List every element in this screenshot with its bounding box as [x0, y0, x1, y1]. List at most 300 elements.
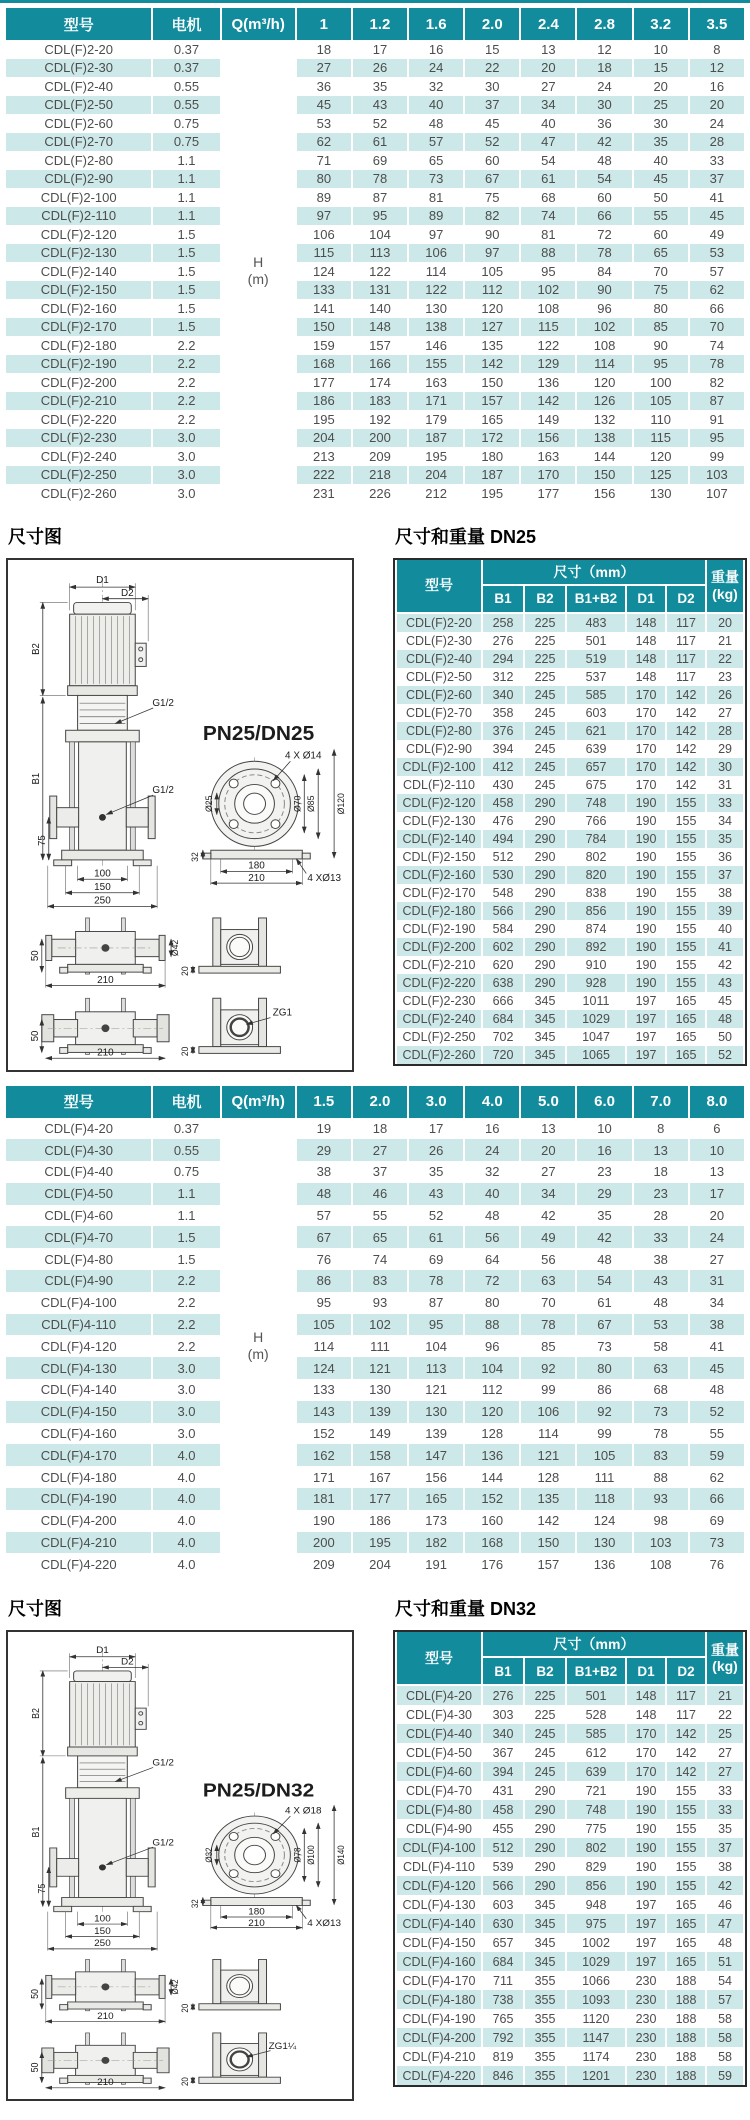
col-header-model: 型号: [6, 8, 151, 40]
value-cell: 170: [635, 777, 657, 792]
col-header-flow: 1: [297, 8, 351, 40]
model-cell: CDL(F)4-190: [6, 1488, 151, 1510]
model-cell: CDL(F)2-260: [397, 1046, 481, 1064]
value-cell: 54: [577, 170, 631, 189]
value-cell: 33: [709, 152, 725, 168]
value-cell: 32: [428, 78, 444, 94]
model-cell: CDL(F)2-220: [397, 974, 481, 992]
value-cell: 41: [709, 189, 725, 205]
value-cell: 245: [534, 1745, 556, 1760]
label-100: 100: [94, 1913, 111, 1924]
label-bolt-bottom: 4 XØ13: [307, 872, 342, 884]
value-cell: 60: [653, 226, 668, 242]
value-cell: 173: [425, 1513, 447, 1529]
value-cell: 738: [483, 1990, 523, 2009]
value-cell: 31: [690, 1270, 744, 1292]
value-cell: 48: [707, 1010, 743, 1028]
col-header-flow: 7.0: [634, 1086, 688, 1118]
model-cell: CDL(F)2-240: [397, 1010, 481, 1028]
value-cell: 117: [667, 1686, 705, 1705]
value-cell: 170: [521, 466, 575, 485]
table-row: [397, 920, 743, 938]
value-cell: 144: [593, 448, 616, 464]
value-cell: 155: [667, 794, 705, 812]
value-cell: 59: [690, 1444, 744, 1466]
value-cell: 65: [353, 1226, 407, 1248]
value-cell: 539: [492, 1859, 514, 1874]
value-cell: 165: [409, 1488, 463, 1510]
value-cell: 58: [707, 2028, 743, 2047]
value-cell: 67: [577, 1314, 631, 1336]
dimension-table-dn25: [395, 560, 745, 1064]
value-cell: 483: [567, 614, 625, 632]
table-row: [397, 1876, 743, 1895]
value-cell: 95: [690, 429, 744, 448]
table-row: [397, 866, 743, 884]
model-cell: CDL(F)2-200: [397, 938, 481, 956]
table-row: [397, 776, 743, 794]
table-row: [397, 722, 743, 740]
value-cell: 187: [465, 466, 519, 485]
value-cell: 431: [492, 1783, 514, 1798]
value-cell: 3.0: [153, 1357, 219, 1379]
model-cell: CDL(F)4-180: [397, 1990, 481, 2009]
label-b1: B1: [29, 1826, 41, 1838]
value-cell: 245: [525, 686, 565, 704]
value-cell: 165: [675, 1029, 697, 1044]
pump-dimension-diagram-dn32: [6, 1630, 354, 2101]
label-210a: 210: [248, 1917, 265, 1928]
value-cell: 48: [297, 1183, 351, 1205]
value-cell: 70: [653, 263, 668, 279]
col-header-flow-unit: Q(m³/h): [222, 8, 295, 40]
table-row: [6, 373, 744, 392]
dimension-table-body: [397, 1686, 743, 2085]
value-cell: 179: [425, 411, 447, 427]
table-row: [6, 318, 744, 337]
table-row: [6, 1423, 744, 1445]
value-cell: 4.0: [153, 1444, 219, 1466]
label-250: 250: [94, 895, 111, 906]
value-cell: 136: [593, 1556, 616, 1572]
front-view-round-port: [199, 917, 281, 972]
value-cell: 73: [690, 1532, 744, 1554]
model-cell: CDL(F)4-90: [406, 1821, 472, 1836]
col-header-flow: 2.8: [577, 8, 631, 40]
value-cell: 1.1: [153, 207, 219, 226]
value-cell: 104: [425, 1338, 447, 1354]
value-cell: 501: [567, 1686, 625, 1705]
value-cell: 37: [465, 96, 519, 115]
value-cell: 142: [465, 355, 519, 374]
value-cell: 501: [585, 633, 607, 648]
value-cell: 26: [353, 59, 407, 78]
value-cell: 177: [353, 1488, 407, 1510]
value-cell: 51: [707, 1952, 743, 1971]
value-cell: 61: [597, 1295, 612, 1311]
value-cell: 666: [492, 993, 514, 1008]
value-cell: 58: [718, 2011, 732, 2026]
performance-table-header: [6, 1086, 744, 1118]
col-header-flow: 3.2: [634, 8, 688, 40]
value-cell: 30: [485, 78, 500, 94]
model-cell: CDL(F)2-20: [44, 41, 113, 57]
table-row: [6, 262, 744, 281]
value-cell: 0.55: [173, 78, 200, 94]
col-header-model: 型号: [397, 1632, 481, 1686]
col-header-flow: 1.5: [297, 1086, 351, 1118]
value-cell: 585: [567, 1724, 625, 1743]
label-b1: B1: [30, 772, 42, 785]
value-cell: 195: [312, 411, 335, 427]
value-cell: 114: [313, 1338, 335, 1354]
value-cell: 155: [667, 938, 705, 956]
value-cell: 170: [627, 722, 665, 740]
label-180: 180: [248, 1906, 265, 1917]
value-cell: 245: [534, 777, 556, 792]
label-210c: 210: [97, 1046, 114, 1058]
value-cell: 90: [485, 226, 500, 242]
value-cell: 46: [718, 1897, 732, 1912]
model-cell: CDL(F)2-170: [402, 885, 476, 900]
label-150: 150: [94, 881, 111, 893]
value-cell: 35: [707, 830, 743, 848]
col-header-flow: 5.0: [521, 1086, 575, 1118]
value-cell: 15: [634, 59, 688, 78]
value-cell: 190: [635, 1783, 657, 1798]
table-row: [397, 758, 743, 776]
value-cell: 155: [675, 885, 697, 900]
value-cell: 95: [541, 263, 556, 279]
weight-label-line1: 重量: [711, 569, 740, 586]
value-cell: 122: [409, 281, 463, 300]
value-cell: 76: [316, 1251, 332, 1267]
value-cell: 494: [483, 830, 523, 848]
value-cell: 345: [525, 1010, 565, 1028]
value-cell: 42: [707, 1876, 743, 1895]
value-cell: 18: [577, 59, 631, 78]
value-cell: 820: [567, 866, 625, 884]
value-cell: 31: [718, 777, 732, 792]
value-cell: 121: [425, 1382, 447, 1398]
value-cell: 128: [481, 1426, 504, 1442]
value-cell: 32: [485, 1164, 500, 1180]
value-cell: 182: [409, 1532, 463, 1554]
value-cell: 213: [312, 448, 335, 464]
table-row: [6, 1205, 744, 1227]
value-cell: 98: [653, 1513, 668, 1529]
value-cell: 172: [465, 429, 519, 448]
value-cell: 33: [634, 1226, 688, 1248]
value-cell: 46: [353, 1183, 407, 1205]
table-row: [397, 1895, 743, 1914]
value-cell: 8: [657, 1120, 665, 1136]
value-cell: 192: [369, 411, 391, 427]
value-cell: 82: [465, 207, 519, 226]
label-d1: D1: [96, 1645, 109, 1656]
model-cell: CDL(F)2-60: [397, 686, 481, 704]
value-cell: 230: [635, 2049, 657, 2064]
value-cell: 2.2: [177, 374, 196, 390]
value-cell: 158: [353, 1444, 407, 1466]
value-cell: 430: [492, 777, 514, 792]
value-cell: 100: [649, 374, 672, 390]
value-cell: 197: [627, 1046, 665, 1064]
value-cell: 57: [409, 133, 463, 152]
value-cell: 0.75: [173, 1164, 200, 1180]
value-cell: 93: [372, 1295, 388, 1311]
table-row: [6, 225, 744, 244]
value-cell: 13: [541, 1120, 556, 1136]
value-cell: 1.5: [177, 1251, 196, 1267]
value-cell: 230: [635, 2011, 657, 2026]
value-cell: 528: [585, 1707, 607, 1722]
model-cell: CDL(F)2-40: [44, 78, 113, 94]
value-cell: 103: [690, 466, 744, 485]
value-cell: 105: [297, 1314, 351, 1336]
value-cell: 612: [585, 1745, 607, 1760]
model-cell: CDL(F)2-180: [40, 337, 117, 353]
model-cell: CDL(F)4-140: [397, 1914, 481, 1933]
col-header-b1: B1: [483, 586, 523, 614]
value-cell: 0.37: [153, 59, 219, 78]
value-cell: 802: [585, 849, 607, 864]
value-cell: 42: [577, 133, 631, 152]
value-cell: 117: [676, 1707, 696, 1722]
model-cell: CDL(F)2-90: [406, 741, 472, 756]
col-header-flow: 2.0: [465, 8, 519, 40]
value-cell: 23: [718, 669, 732, 684]
value-cell: 155: [667, 830, 705, 848]
value-cell: 603: [585, 705, 607, 720]
table-row: [6, 429, 744, 448]
value-cell: 52: [707, 1046, 743, 1064]
value-cell: 225: [534, 669, 556, 684]
value-cell: 142: [667, 1724, 705, 1743]
value-cell: 174: [369, 374, 391, 390]
table-row: [397, 668, 743, 686]
value-cell: 290: [525, 830, 565, 848]
value-cell: 748: [567, 794, 625, 812]
label-20b: 20: [179, 1046, 190, 1056]
value-cell: 16: [709, 78, 725, 94]
value-cell: 24: [709, 115, 725, 131]
value-cell: 188: [675, 2049, 697, 2064]
model-cell: CDL(F)2-160: [40, 300, 117, 316]
value-cell: 43: [707, 974, 743, 992]
table-row: [397, 2028, 743, 2047]
value-cell: 10: [690, 1139, 744, 1161]
value-cell: 225: [525, 614, 565, 632]
value-cell: 290: [525, 1800, 565, 1819]
value-cell: 766: [585, 813, 607, 828]
value-cell: 10: [597, 1120, 612, 1136]
value-cell: 155: [667, 1800, 705, 1819]
value-cell: 38: [653, 1251, 668, 1267]
value-cell: 81: [428, 189, 444, 205]
value-cell: 147: [409, 1444, 463, 1466]
dimensions-weight-title-dn25: 尺寸和重量 DN25: [395, 526, 537, 547]
table-row: [397, 830, 743, 848]
value-cell: 27: [718, 1745, 732, 1760]
value-cell: 20: [709, 1208, 725, 1224]
value-cell: 108: [593, 337, 616, 353]
value-cell: 290: [534, 885, 556, 900]
value-cell: 20: [653, 78, 668, 94]
value-cell: 2.2: [177, 1295, 196, 1311]
value-cell: 63: [521, 1270, 575, 1292]
value-cell: 52: [465, 133, 519, 152]
value-cell: 167: [369, 1469, 391, 1485]
table-row: [397, 1743, 743, 1762]
value-cell: 231: [312, 485, 335, 501]
label-50a: 50: [28, 1989, 40, 2000]
value-cell: 48: [653, 1295, 668, 1311]
table-row: [397, 902, 743, 920]
value-cell: 156: [521, 429, 575, 448]
table-row: [6, 114, 744, 133]
model-cell: CDL(F)4-50: [6, 1183, 151, 1205]
side-view-threaded: [42, 998, 169, 1054]
value-cell: 36: [718, 849, 732, 864]
value-cell: 458: [483, 794, 523, 812]
value-cell: 20: [521, 1139, 575, 1161]
value-cell: 114: [577, 355, 631, 374]
table-row: [397, 1838, 743, 1857]
value-cell: 190: [627, 1876, 665, 1895]
model-cell: CDL(F)4-140: [40, 1382, 117, 1398]
dimensions-weight-title-dn32: 尺寸和重量 DN32: [395, 1599, 537, 1620]
value-cell: 355: [525, 2066, 565, 2085]
value-cell: 27: [541, 1164, 556, 1180]
value-cell: 52: [372, 115, 388, 131]
value-cell: 290: [525, 1838, 565, 1857]
value-cell: 43: [353, 96, 407, 115]
value-cell: 120: [649, 448, 672, 464]
value-cell: 838: [585, 885, 607, 900]
diagram-column-2: [6, 1587, 354, 2101]
model-cell: CDL(F)4-170: [402, 1973, 476, 1988]
value-cell: 52: [428, 1208, 444, 1224]
value-cell: 85: [541, 1338, 556, 1354]
value-cell: 41: [707, 938, 743, 956]
model-cell: CDL(F)4-40: [44, 1164, 113, 1180]
value-cell: 112: [481, 1382, 503, 1398]
value-cell: 58: [653, 1338, 668, 1354]
value-cell: 150: [577, 466, 631, 485]
performance-table-cdlf4: [4, 1086, 746, 1576]
value-cell: 89: [409, 207, 463, 226]
value-cell: 78: [409, 1270, 463, 1292]
model-cell: CDL(F)2-140: [397, 830, 481, 848]
value-cell: 48: [718, 1935, 732, 1950]
value-cell: 163: [425, 374, 447, 390]
value-cell: 38: [690, 1314, 744, 1336]
value-cell: 55: [372, 1208, 388, 1224]
value-cell: 367: [492, 1745, 514, 1760]
label-g12-mid: G1/2: [152, 1837, 174, 1848]
value-cell: 684: [483, 1952, 523, 1971]
model-cell: CDL(F)2-250: [6, 466, 151, 485]
value-cell: 130: [577, 1532, 631, 1554]
table-row: [397, 614, 743, 632]
value-cell: 29: [297, 1139, 351, 1161]
table-row: [6, 392, 744, 411]
value-cell: 1002: [582, 1935, 610, 1950]
table-row: [6, 336, 744, 355]
model-cell: CDL(F)2-150: [402, 849, 476, 864]
value-cell: 99: [709, 448, 725, 464]
table-row: [397, 1010, 743, 1028]
model-cell: CDL(F)2-190: [402, 921, 476, 936]
value-cell: 159: [312, 337, 335, 353]
value-cell: 22: [718, 1707, 732, 1722]
value-cell: 73: [597, 1338, 612, 1354]
value-cell: 61: [353, 133, 407, 152]
table-row: [397, 1781, 743, 1800]
value-cell: 948: [585, 1897, 607, 1912]
value-cell: 45: [690, 1357, 744, 1379]
value-cell: 35: [597, 1208, 612, 1224]
value-cell: 0.55: [153, 1139, 219, 1161]
value-cell: 519: [567, 650, 625, 668]
model-cell: CDL(F)4-60: [44, 1208, 113, 1224]
table-row: [6, 1118, 744, 1140]
value-cell: 290: [534, 957, 556, 972]
table-row: [6, 77, 744, 96]
model-cell: CDL(F)2-150: [6, 281, 151, 300]
value-cell: 1.1: [177, 1208, 196, 1224]
label-dia-b: Ø100: [305, 1845, 317, 1866]
value-cell: 95: [353, 207, 407, 226]
value-cell: 183: [353, 392, 407, 411]
value-cell: 711: [493, 1973, 513, 1988]
label-d1: D1: [96, 574, 109, 586]
value-cell: 149: [537, 411, 560, 427]
col-header-b1b2: B1+B2: [567, 1658, 625, 1686]
value-cell: 25: [634, 96, 688, 115]
value-cell: 150: [521, 1532, 575, 1554]
table-row: [6, 188, 744, 207]
value-cell: 128: [537, 1469, 560, 1485]
value-cell: 204: [297, 429, 351, 448]
value-cell: 512: [492, 849, 514, 864]
value-cell: 28: [653, 1208, 668, 1224]
value-cell: 130: [649, 485, 672, 501]
value-cell: 188: [667, 1990, 705, 2009]
value-cell: 225: [525, 1686, 565, 1705]
value-cell: 115: [634, 429, 688, 448]
model-cell: CDL(F)2-60: [44, 115, 113, 131]
value-cell: 74: [521, 207, 575, 226]
value-cell: 142: [675, 705, 697, 720]
model-cell: CDL(F)4-70: [406, 1783, 472, 1798]
value-cell: 245: [534, 705, 556, 720]
value-cell: 603: [492, 1897, 514, 1912]
value-cell: 190: [627, 794, 665, 812]
dim-table-border-dn25: [393, 558, 747, 1066]
value-cell: 130: [409, 1401, 463, 1423]
value-cell: 621: [567, 722, 625, 740]
col-header-flow: 3.5: [690, 8, 744, 40]
value-cell: 104: [465, 1357, 519, 1379]
table-row: [6, 1357, 744, 1379]
value-cell: 355: [534, 2011, 556, 2026]
value-cell: 155: [675, 1783, 697, 1798]
value-cell: 190: [635, 849, 657, 864]
value-cell: 117: [676, 633, 696, 648]
col-header-b1: B1: [483, 1658, 523, 1686]
